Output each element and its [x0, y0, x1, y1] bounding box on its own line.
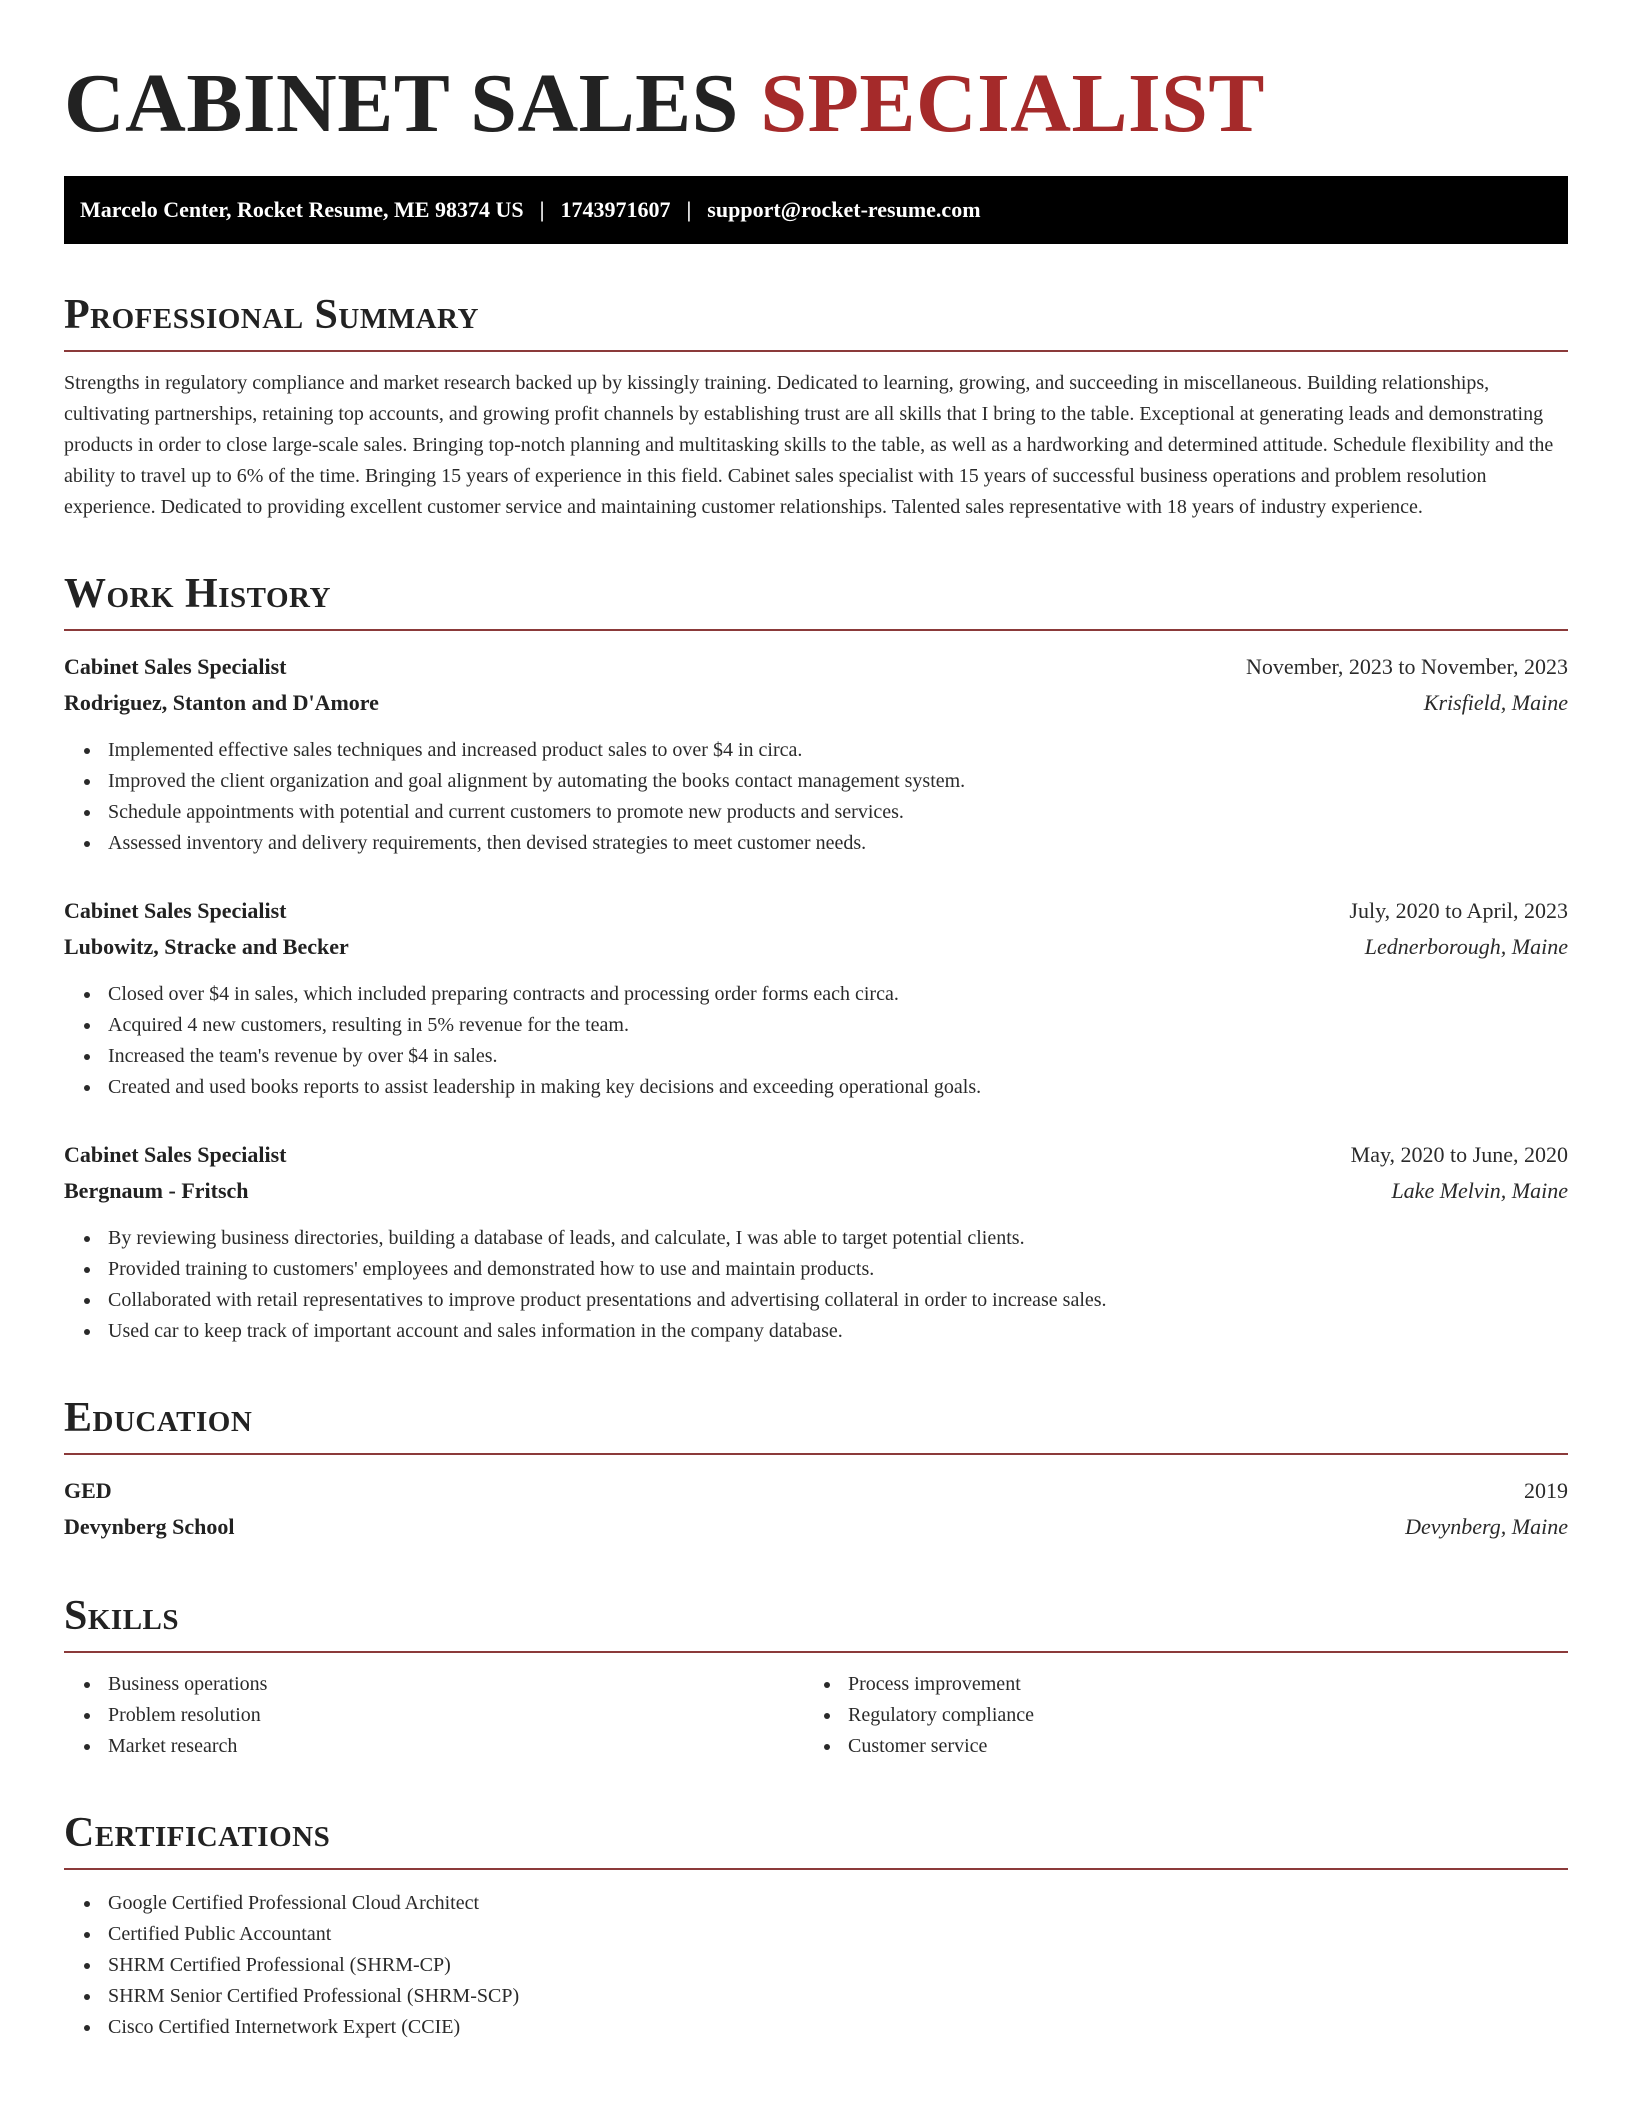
certifications-heading: Certifications: [64, 1810, 331, 1856]
contact-phone: 1743971607: [560, 197, 671, 222]
list-item: Provided training to customers' employees and demonstrated how to use and maintain products.: [108, 1254, 1568, 1285]
section-divider: [64, 1453, 1568, 1455]
job-title: Cabinet Sales Specialist: [64, 654, 287, 679]
list-item: Created and used books reports to assist leadership in making key decisions and exceeding operational goals.: [108, 1072, 1568, 1103]
section-divider: [64, 1868, 1568, 1870]
job-dates: July, 2020 to April, 2023: [1349, 898, 1568, 923]
section-divider: [64, 350, 1568, 352]
education-entry: [64, 1473, 1568, 1545]
list-item: Schedule appointments with potential and current customers to promote new products and services.: [108, 797, 1568, 828]
job-bullets: [64, 1223, 1568, 1347]
work-history-section: [64, 569, 1568, 1347]
skills-column-1: [64, 1669, 804, 1762]
job-dates: November, 2023 to November, 2023: [1245, 654, 1568, 679]
list-item: By reviewing business directories, building a database of leads, and calculate, I was able to target potential clients.: [108, 1223, 1568, 1254]
skills-heading: Skills: [64, 1593, 180, 1639]
job-bullets: [64, 735, 1568, 859]
education-school: Devynberg School: [64, 1514, 235, 1539]
certification-item: SHRM Senior Certified Professional (SHRM-SCP): [108, 1981, 1568, 2012]
contact-address: Marcelo Center, Rocket Resume, ME 98374 US: [80, 197, 524, 222]
summary-section: [64, 290, 1568, 523]
job-entry: [64, 1137, 1568, 1347]
resume-name-heading: [64, 56, 1568, 152]
contact-separator: |: [539, 197, 545, 222]
job-entry: [64, 893, 1568, 1103]
certification-item: Cisco Certified Internetwork Expert (CCIE): [108, 2012, 1568, 2043]
list-item: Used car to keep track of important account and sales information in the company database.: [108, 1316, 1568, 1347]
list-item: Increased the team's revenue by over $4 in sales.: [108, 1041, 1568, 1072]
job-title: Cabinet Sales Specialist: [64, 898, 287, 923]
skills-columns: [64, 1669, 1568, 1762]
job-company: Rodriguez, Stanton and D'Amore: [64, 690, 379, 715]
job-entry: [64, 649, 1568, 859]
skill-item: Regulatory compliance: [848, 1700, 1544, 1731]
job-location: Krisfield, Maine: [1423, 690, 1568, 715]
job-company: Lubowitz, Stracke and Becker: [64, 934, 349, 959]
list-item: Collaborated with retail representatives to improve product presentations and advertising collateral in order to increase sales.: [108, 1285, 1568, 1316]
certification-item: Certified Public Accountant: [108, 1919, 1568, 1950]
skill-item: Problem resolution: [108, 1700, 804, 1731]
list-item: Improved the client organization and goal alignment by automating the books contact management system.: [108, 766, 1568, 797]
contact-bar: [64, 176, 1568, 244]
skill-item: Process improvement: [848, 1669, 1544, 1700]
education-section: [64, 1393, 1568, 1545]
list-item: Implemented effective sales techniques and increased product sales to over $4 in circa.: [108, 735, 1568, 766]
section-divider: [64, 1651, 1568, 1653]
skills-section: [64, 1591, 1568, 1762]
job-company: Bergnaum - Fritsch: [64, 1178, 249, 1203]
skill-item: Market research: [108, 1731, 804, 1762]
job-dates: May, 2020 to June, 2020: [1350, 1142, 1568, 1167]
resume-page: [64, 56, 1568, 2043]
contact-email: support@rocket-resume.com: [707, 197, 981, 222]
job-location: Lake Melvin, Maine: [1391, 1178, 1568, 1203]
contact-separator: |: [686, 197, 692, 222]
certification-item: SHRM Certified Professional (SHRM-CP): [108, 1950, 1568, 1981]
job-bullets: [64, 979, 1568, 1103]
education-degree: GED: [64, 1478, 112, 1503]
summary-text: Strengths in regulatory compliance and market research backed up by kissingly training. Dedicated to learning, growing, and succeeding in miscellaneous. Building relationships, cultivating partnerships, retaining top accounts, and growing profit channels by establishing trust are all skills that I bring to the table. Exceptional at generating leads and demonstrating products in order to close large-scale sales. Bringing top-notch planning and multitasking skills to the table, as well as a hardworking and determined attitude. Schedule flexibility and the ability to travel up to 6% of the time. Bringing 15 years of experience in this field. Cabinet sales specialist with 15 years of successful business operations and problem resolution experience. Dedicated to providing excellent customer service and maintaining customer relationships. Talented sales representative with 18 years of industry experience.: [64, 372, 1554, 518]
education-year: 2019: [1524, 1478, 1568, 1503]
name-part-2: SPECIALIST: [760, 57, 1265, 150]
section-divider: [64, 629, 1568, 631]
education-heading: Education: [64, 1395, 253, 1441]
certification-item: Google Certified Professional Cloud Architect: [108, 1888, 1568, 1919]
list-item: Assessed inventory and delivery requirements, then devised strategies to meet customer needs.: [108, 828, 1568, 859]
education-location: Devynberg, Maine: [1405, 1514, 1568, 1539]
certifications-list: [64, 1888, 1568, 2043]
skills-column-2: [804, 1669, 1544, 1762]
summary-heading: Professional Summary: [64, 292, 479, 338]
list-item: Closed over $4 in sales, which included preparing contracts and processing order forms each circa.: [108, 979, 1568, 1010]
name-part-1: CABINET SALES: [64, 57, 739, 150]
job-location: Lednerborough, Maine: [1364, 934, 1568, 959]
skill-item: Customer service: [848, 1731, 1544, 1762]
certifications-section: [64, 1808, 1568, 2043]
skill-item: Business operations: [108, 1669, 804, 1700]
work-history-heading: Work History: [64, 571, 331, 617]
list-item: Acquired 4 new customers, resulting in 5% revenue for the team.: [108, 1010, 1568, 1041]
job-title: Cabinet Sales Specialist: [64, 1142, 287, 1167]
